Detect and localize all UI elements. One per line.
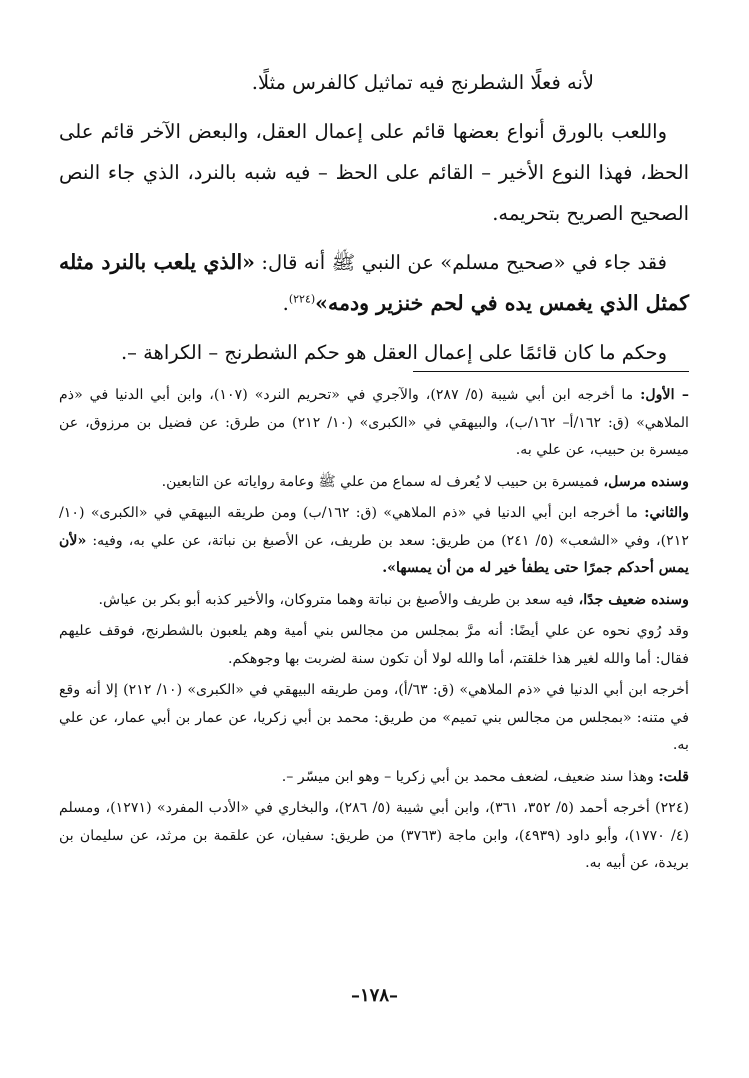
footnote-second-label: والثاني: (644, 505, 689, 521)
paragraph-2: واللعب بالورق أنواع بعضها قائم على إعمال العقل، والبعض الآخر قائم على الحظ، فهذا النوع الأخير – القائم على الحظ – فيه شبه بالنرد، الذي جاء النص الصحيح الصريح بتحريمه. (59, 120, 689, 225)
footnote-divider (413, 371, 689, 372)
footnote-first (59, 382, 689, 465)
main-text (59, 62, 689, 381)
footnote-mursal (59, 469, 689, 497)
footnote-qultu (59, 764, 689, 792)
paragraph-1: لأنه فعلًا الشطرنج فيه تماثيل كالفرس مثلًا. (251, 71, 594, 94)
paragraph-3-intro: فقد جاء في «صحيح مسلم» عن النبي ﷺ أنه قال: (254, 251, 667, 274)
footnote-first-label: – الأول: (640, 387, 689, 403)
footnote-mursal-label: وسنده مرسل، (603, 473, 689, 490)
footnote-weak-label: وسنده ضعيف جدًا، (578, 591, 689, 608)
footnote-second-quote: «لأن يمس أحدكم جمرًا حتى يطفأ خير له من أن يمسها». (59, 532, 689, 576)
footnote-mursal-text: فميسرة بن حبيب لا يُعرف له سماع من علي ﷺ وعامة رواياته عن التابعين. (161, 473, 604, 490)
page-number: –١٧٨– (350, 985, 398, 1006)
paragraph-4: وحكم ما كان قائمًا على إعمال العقل هو حكم الشطرنج – الكراهة –. (120, 341, 667, 364)
footnote-takhrij: أخرجه ابن أبي الدنيا في «ذم الملاهي» (ق: ٦٣/أ)، ومن طريقه البيهقي في «الكبرى» (١٠/ ٢١٢) إلا أنه وقع في متنه: «بمجلس من مجالس بني تميم» من طريق: محمد بن أبي زكريا، عن عمار بن أبي عمار، عن علي به. (59, 682, 689, 753)
paragraph-3-end: . (282, 292, 289, 315)
footnote-narration: وقد رُوي نحوه عن علي أيضًا: أنه مرَّ بمجلس من مجالس بني أمية وهم يلعبون بالشطرنج، فوقف عليهم فقال: أما والله لغير هذا خلقتم، أما والله لولا أن تكون سنة لضربت بها وجوهكم. (59, 623, 689, 667)
footnote-second-fih: وفيه: (86, 532, 123, 549)
footnote-qultu-label: قلت: (658, 768, 689, 785)
footnote-qultu-text: وهذا سند ضعيف، لضعف محمد بن أبي زكريا – وهو ابن ميسّر –. (281, 768, 659, 785)
footnote-weak (59, 587, 689, 615)
footnote-weak-text: فيه سعد بن طريف والأصبغ بن نباتة وهما متروكان، والأخير كذبه أبو بكر بن عياش. (98, 591, 579, 608)
footnotes (59, 382, 689, 882)
footnote-224: (٢٢٤) أخرجه أحمد (٥/ ٣٥٢، ٣٦١)، وابن أبي شيبة (٥/ ٢٨٦)، والبخاري في «الأدب المفرد» (١٢٧١)، ومسلم (٤/ ١٧٧٠)، وأبو داود (٤٩٣٩)، وابن ماجة (٣٧٦٣) من طريق: سفيان، عن علقمة بن مرثد، عن سليمان بن بريدة، عن أبيه به. (59, 800, 689, 871)
footnote-second-text: ما أخرجه ابن أبي الدنيا في «ذم الملاهي» (ق: ١٦٢/ب) ومن طريقه البيهقي في «الكبرى» (١٠/ ٢١٢)، وفي «الشعب» (٥/ ٢٤١) من طريق: سعد بن طريف، عن الأصبغ بن نباتة، عن علي به، (59, 505, 690, 549)
footnote-first-text: ما أخرجه ابن أبي شيبة (٥/ ٢٨٧)، والآجري في «تحريم النرد» (١٠٧)، وابن أبي الدنيا في «ذم الملاهي» (ق: ١٦٢/أ– ١٦٢/ب)، والبيهقي في «الكبرى» (١٠/ ٢١٢) من طرق: عن فضيل بن مرزوق، عن ميسرة بن حبيب، عن علي به. (59, 387, 690, 458)
hadith-quote: «الذي يلعب بالنرد مثله كمثل الذي يغمس يده في لحم خنزير ودمه» (59, 250, 689, 315)
paragraph-3 (59, 242, 689, 324)
footnote-second (59, 500, 689, 583)
footnote-ref: (٢٢٤) (288, 292, 316, 306)
